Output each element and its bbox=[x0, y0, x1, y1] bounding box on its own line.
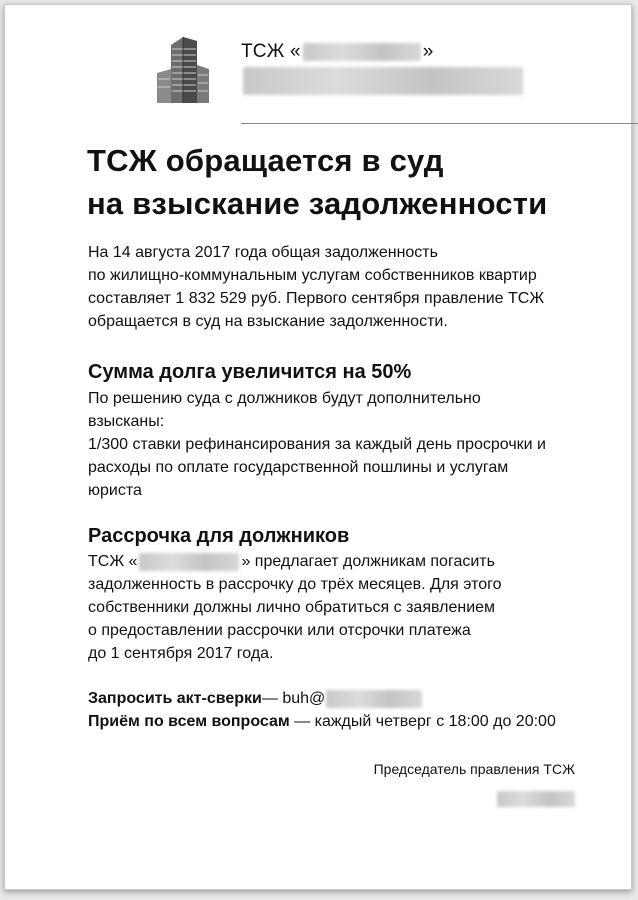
intro-line: На 14 августа 2017 года общая задолженность bbox=[88, 244, 438, 261]
debt-line: 1/300 ставки рефинансирования за каждый день просрочки и bbox=[88, 436, 546, 453]
intro-paragraph bbox=[88, 241, 588, 333]
installment-line: задолженность в рассрочку до трёх месяцев. Для этого bbox=[88, 576, 502, 593]
page-title bbox=[87, 139, 607, 225]
installment-line: о предоставлении рассрочки или отсрочки платежа bbox=[88, 622, 471, 639]
intro-line: по жилищно-коммунальным услугам собственников квартир bbox=[88, 267, 537, 284]
installment-line: собственники должны лично обратиться с заявлением bbox=[88, 599, 496, 616]
org-name bbox=[241, 41, 434, 63]
building-logo-icon bbox=[153, 29, 215, 103]
installment-line: до 1 сентября 2017 года. bbox=[88, 645, 274, 662]
installment-org-suffix: » предлагает должникам погасить bbox=[241, 553, 495, 570]
reconciliation-email[interactable]: — buh@ bbox=[261, 690, 326, 707]
intro-line: обращается в суд на взыскание задолженности. bbox=[88, 313, 448, 330]
org-name-suffix: » bbox=[422, 41, 434, 62]
debt-heading: Сумма долга увеличится на 50% bbox=[88, 361, 412, 383]
intro-line: составляет 1 832 529 руб. Первого сентября правление ТСЖ bbox=[88, 290, 545, 307]
redacted-org-name bbox=[303, 43, 421, 61]
title-line: на взыскание задолженности bbox=[87, 186, 548, 221]
reconciliation-contact bbox=[88, 687, 556, 710]
signature-block bbox=[374, 761, 575, 810]
org-name-prefix: ТСЖ « bbox=[241, 41, 301, 62]
reconciliation-label: Запросить акт-сверки bbox=[88, 690, 262, 707]
debt-line: взысканы: bbox=[88, 413, 165, 430]
debt-line: По решению суда с должников будут дополнительно bbox=[88, 390, 481, 407]
redacted-org-address bbox=[243, 67, 523, 95]
reception-hours: — каждый четверг с 18:00 до 20:00 bbox=[289, 713, 556, 730]
header-divider bbox=[241, 123, 638, 124]
redacted-chairman-name bbox=[497, 791, 575, 807]
signature-title: Председатель правления ТСЖ bbox=[373, 761, 575, 777]
reception-label: Приём по всем вопросам bbox=[88, 713, 290, 730]
installment-paragraph bbox=[88, 550, 588, 665]
debt-paragraph bbox=[88, 387, 588, 502]
debt-line: юриста bbox=[88, 482, 142, 499]
redacted-email-domain bbox=[326, 690, 422, 708]
installment-heading: Рассрочка для должников bbox=[88, 525, 350, 547]
notice-page bbox=[4, 4, 632, 890]
letterhead bbox=[153, 27, 583, 105]
installment-line bbox=[88, 550, 588, 573]
redacted-org-name bbox=[139, 553, 239, 571]
contacts-block bbox=[88, 687, 556, 733]
title-line: ТСЖ обращается в суд bbox=[87, 143, 444, 178]
installment-org-prefix: ТСЖ « bbox=[88, 553, 138, 570]
debt-line: расходы по оплате государственной пошлины и услугам bbox=[88, 459, 509, 476]
reception-contact bbox=[88, 710, 556, 733]
